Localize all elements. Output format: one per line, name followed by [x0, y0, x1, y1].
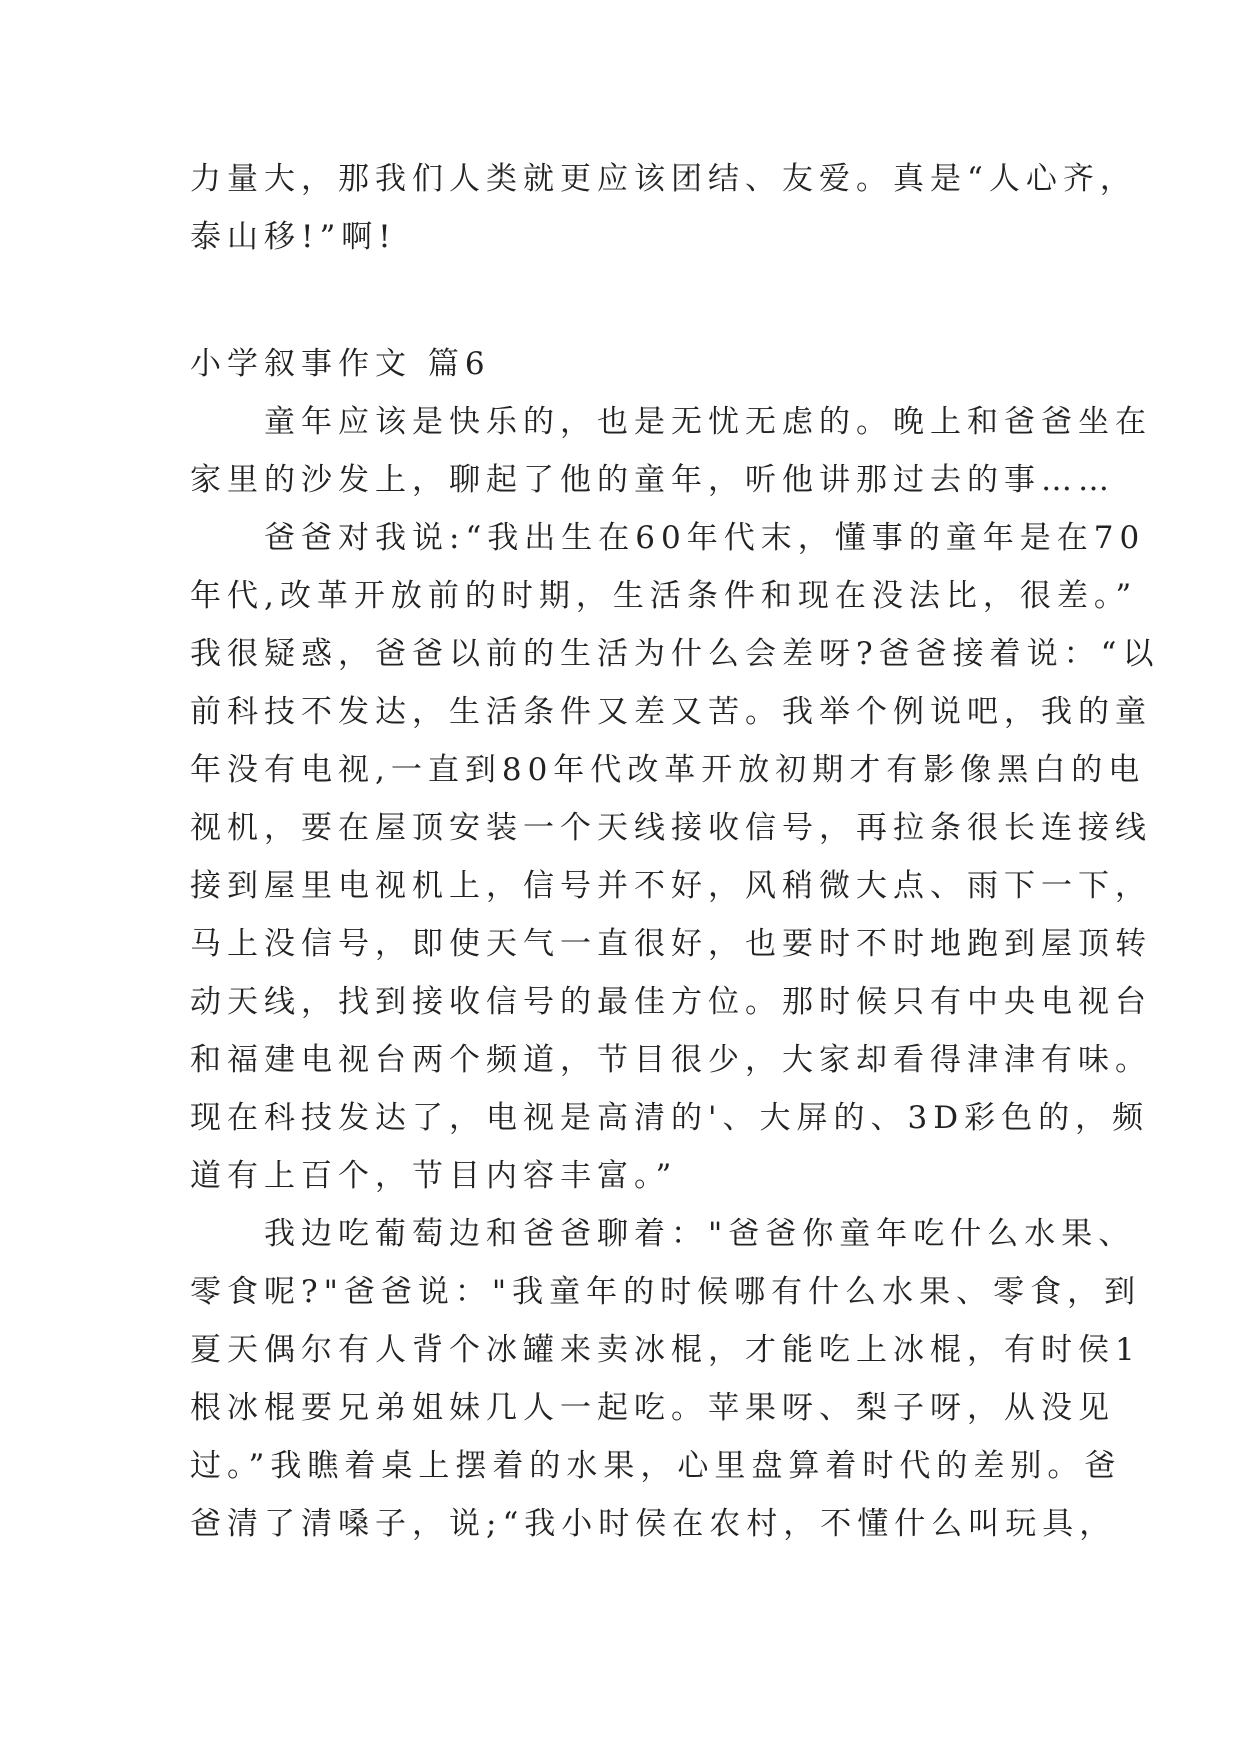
text-line: 我边吃葡萄边和爸爸聊着："爸爸你童年吃什么水果、: [190, 1216, 1136, 1252]
text-line: 年没有电视,一直到80年代改革开放初期才有影像黑白的电: [190, 752, 1146, 788]
text-line: 根冰棍要兄弟姐妹几人一起吃。苹果呀、梨子呀，从没见: [190, 1390, 1115, 1426]
text-line: 和福建电视台两个频道，节目很少，大家却看得津津有味。: [190, 1042, 1152, 1078]
text-line: 道有上百个，节目内容丰富。”: [190, 1158, 678, 1194]
text-line: 视机，要在屋顶安装一个天线接收信号，再拉条很长连接线: [190, 810, 1152, 846]
text-line: 过。”我瞧着桌上摆着的水果，心里盘算着时代的差别。爸: [190, 1448, 1122, 1484]
article-body: [190, 393, 1160, 1553]
text-line: 夏天偶尔有人背个冰罐来卖冰棍，才能吃上冰棍，有时侯1: [190, 1332, 1141, 1368]
section-heading: [190, 335, 1070, 393]
text-line: 动天线，找到接收信号的最佳方位。那时候只有中央电视台: [190, 984, 1152, 1020]
text-line: 爸清了清嗓子，说;“我小时侯在农村，不懂什么叫玩具，: [190, 1506, 1117, 1542]
text-line: 现在科技发达了，电视是高清的'、大屏的、3D彩色的，频: [190, 1100, 1150, 1136]
text-line: 接到屋里电视机上，信号并不好，风稍微大点、雨下一下，: [190, 868, 1152, 904]
paragraph-3: [190, 1205, 1142, 1553]
paragraph-1: [190, 393, 1152, 509]
text-line: 零食呢?"爸爸说："我童年的时候哪有什么水果、零食，到: [190, 1274, 1142, 1310]
text-line: 年代,改革开放前的时期，生活条件和现在没法比，很差。”: [190, 578, 1138, 614]
text-line: 爸爸对我说:“我出生在60年代末，懂事的童年是在70: [190, 520, 1146, 556]
paragraph-2: [190, 509, 1160, 1205]
top-paragraph: [190, 150, 1137, 266]
text-line: 马上没信号，即使天气一直很好，也要时不时地跑到屋顶转: [190, 926, 1152, 962]
text-line: 家里的沙发上，聊起了他的童年，听他讲那过去的事……: [190, 462, 1115, 498]
text-line: 童年应该是快乐的，也是无忧无虑的。晚上和爸爸坐在: [190, 404, 1152, 440]
text-line: 力量大，那我们人类就更应该团结、友爱。真是“人心齐，: [190, 161, 1137, 197]
text-line: 我很疑惑，爸爸以前的生活为什么会差呀?爸爸接着说：“以: [190, 636, 1160, 672]
text-line: 前科技不发达，生活条件又差又苦。我举个例说吧，我的童: [190, 694, 1152, 730]
text-line: 泰山移!”啊!: [190, 219, 397, 255]
section-heading-text: 小学叙事作文 篇6: [190, 346, 491, 382]
